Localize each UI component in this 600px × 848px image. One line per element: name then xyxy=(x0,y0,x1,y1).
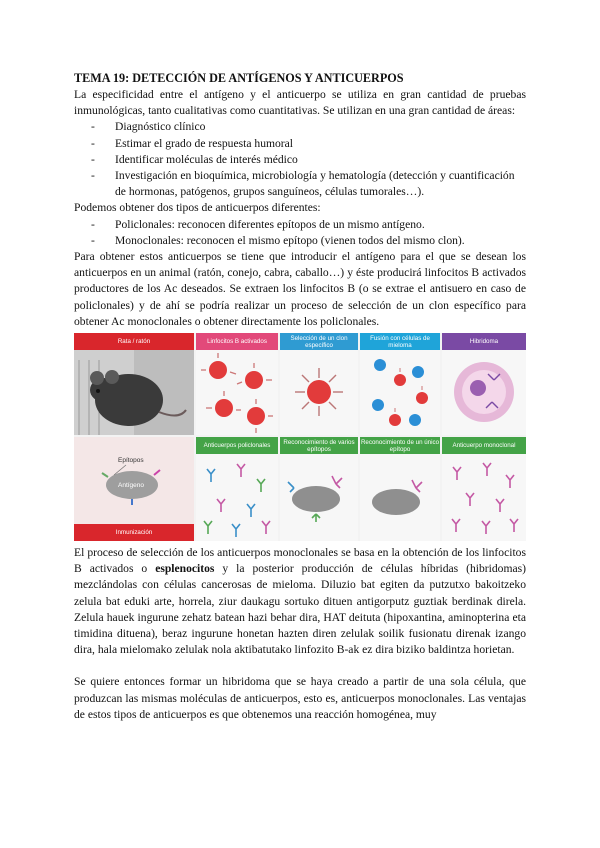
header-activated-b: Linfocitos B activados xyxy=(196,333,278,350)
antibody-production-figure xyxy=(74,333,526,541)
list-item: - Monoclonales: reconocen el mismo epítopo (vienen todos del mismo clon). xyxy=(74,233,526,249)
myeloma-fusion-panel xyxy=(360,333,440,435)
list-item: - Estimar el grado de respuesta humoral xyxy=(74,136,526,152)
monoclonal-antibodies-icon xyxy=(442,454,526,541)
mouse-panel xyxy=(74,333,194,435)
header-single-epitope: Reconocimiento de un único epítopo xyxy=(360,438,440,453)
antigen-label: Antígeno xyxy=(118,482,145,490)
immunization-label: Inmunización xyxy=(74,524,194,541)
immunization-panel xyxy=(74,437,194,541)
header-myeloma-fusion: Fusión con células de mieloma xyxy=(360,333,440,350)
activated-b-cells-icon xyxy=(196,350,278,435)
intro-paragraph: La especificidad entre el antígeno y el anticuerpo se utiliza en gran cantidad de pruebas inmunológicas, tanto cualitativas como cuantitativas. Se utilizan en una gran cantidad de áreas: xyxy=(74,88,526,118)
header-hybridoma: Hibridoma xyxy=(442,333,526,350)
activated-b-panel xyxy=(196,333,278,435)
selected-clone-icon xyxy=(280,350,358,435)
mouse-icon xyxy=(74,350,194,435)
hybridoma-paragraph: Se quiere entonces formar un hibridoma que se haya creado a partir de una sola célula, que produzcan las mismas moléculas de anticuerpos, esto es, anticuerpos monoclonales. Las ventajas de estos tipos de anticuerpos es que obtenemos una reacción homogénea, muy xyxy=(74,675,526,721)
monoclonal-panel xyxy=(442,437,526,541)
fusion-cells-icon xyxy=(360,350,440,435)
obtain-paragraph: Para obtener estos anticuerpos se tiene que introducir el antígeno para el que se desean los anticuerpos en un animal (ratón, conejo, cabra, caballo…) y éste producirá linfocitos B activados productores de los Ac deseados. Se extraen los linfocitos B (o se extrae el antisuero en caso de policlonales) y de ahí se podría realizar un proceso de selección de un clon específico para obtener Ac monoclonales o obtener directamente los policlonales. xyxy=(74,250,526,328)
header-polyclonal: Anticuerpos policlonales xyxy=(196,437,278,454)
list-item: - Identificar moléculas de interés médico xyxy=(74,152,526,168)
list-item: - Policlonales: reconocen diferentes epítopos de un mismo antígeno. xyxy=(74,217,526,233)
types-list xyxy=(74,217,526,249)
document-page xyxy=(74,70,526,723)
selection-paragraph: El proceso de selección de los anticuerpos monoclonales se basa en la obtención de los linfocitos B activados o esplenocitos y la posterior producción de células híbridas (hibridomas) mezclándolas con células cancerosas de mieloma. Diluzio bat egiten da putzutxo bakoitzeko zelula bat eduki arte, horrela, ziur daukagu sortuko dituen antigorputz guztiak berdinak direla. Zelula hauek ingurune zehatz batean hazi behar dira, HAT deituta (hipoxantina, aminopterina eta timidina dituena), beraz ingurune honetan hazten diren zelulak soilik fusionatu direnak izango dira, hala mielomako zelulak nola aktibatutako linfozito B-ak ez dira biziko baldintza horietan. xyxy=(74,546,526,657)
bold-term: esplenocitos xyxy=(155,562,215,576)
clone-selection-panel xyxy=(280,333,358,435)
polyclonal-antibodies-icon xyxy=(196,454,278,541)
single-epitope-binding-icon xyxy=(360,454,440,541)
antigen-epitopes-icon xyxy=(74,437,194,521)
multi-epitope-binding-icon xyxy=(280,454,358,541)
header-multi-epitope: Reconocimiento de varios epítopos xyxy=(280,437,358,454)
page-title: TEMA 19: DETECCIÓN DE ANTÍGENOS Y ANTICUERPOS xyxy=(74,71,404,85)
polyclonal-panel xyxy=(196,437,278,541)
epitopes-label: Epítopos xyxy=(118,457,144,465)
header-rat-mouse: Rata / ratón xyxy=(74,333,194,350)
single-epitope-panel xyxy=(360,437,440,541)
list-item: - Investigación en bioquímica, microbiología y hematología (detección y cuantificación de hormonas, patógenos, grupos sanguíneos, células tumorales…). xyxy=(74,168,526,200)
header-clone-selection: Selección de un clon específico xyxy=(280,333,358,350)
multi-epitope-panel xyxy=(280,437,358,541)
list-item: - Diagnóstico clínico xyxy=(74,119,526,135)
types-intro: Podemos obtener dos tipos de anticuerpos diferentes: xyxy=(74,201,321,215)
areas-list xyxy=(74,119,526,200)
hybridoma-panel xyxy=(442,333,526,435)
hybridoma-cell-icon xyxy=(442,350,526,435)
header-monoclonal: Anticuerpo monoclonal xyxy=(442,437,526,454)
